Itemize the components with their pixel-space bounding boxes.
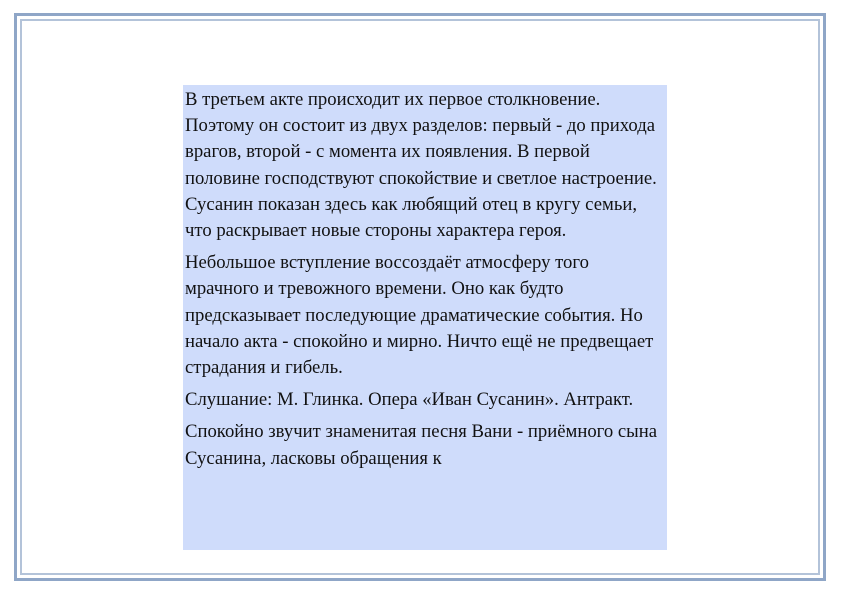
paragraph-2: Небольшое вступление воссоздаёт атмосферу того мрачного и тревожного времени. Оно как будто предсказывает последующие драматические события. Но начало акта - спокойно и мирно. Ничто ещё не предвещает страдания и гибель.	[185, 252, 654, 379]
paragraph-3: Слушание: М. Глинка. Опера «Иван Сусанин». Антракт.	[185, 389, 634, 411]
text-block	[183, 85, 667, 550]
paragraph-4: Спокойно звучит знаменитая песня Вани - приёмного сына Сусанина, ласковы обращения к	[185, 421, 658, 469]
paragraph-1: В третьем акте происходит их первое столкновение. Поэтому он состоит из двух разделов: первый - до прихода врагов, второй - с момента их появления. В первой половине господствуют спокойствие и светлое настроение. Сусанин показан здесь как любящий отец в кругу семьи, что раскрывает новые стороны характера героя.	[185, 89, 657, 242]
